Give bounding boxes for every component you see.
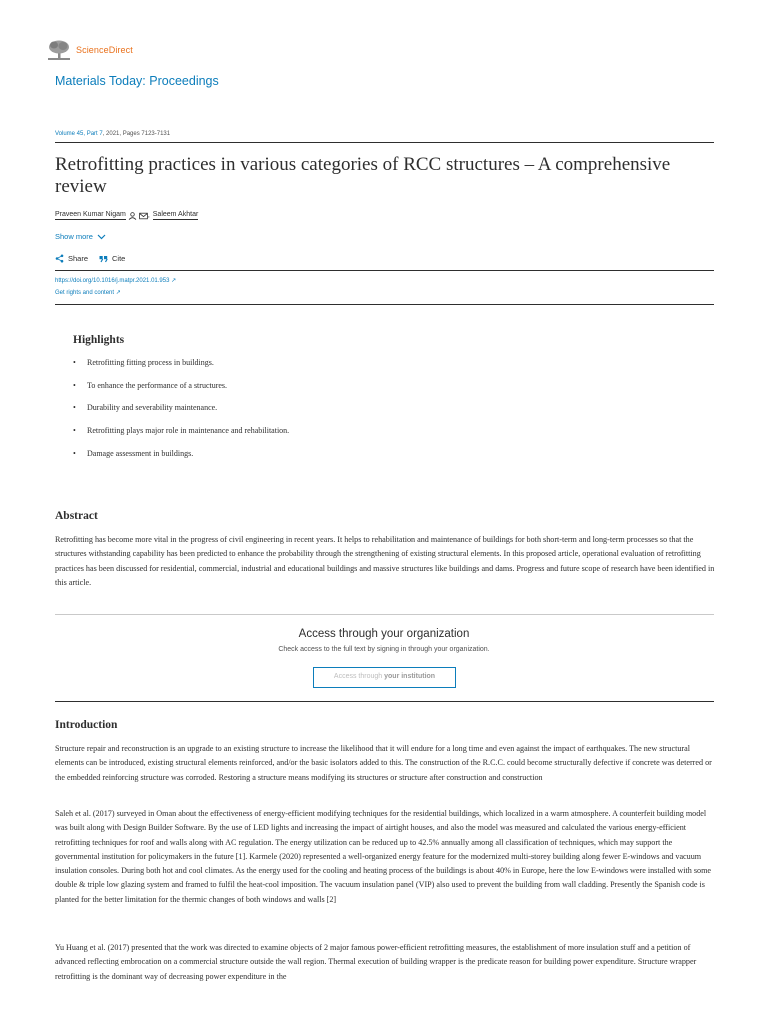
highlights-heading: Highlights: [73, 334, 125, 346]
divider: [55, 304, 714, 305]
bullet: •: [73, 448, 76, 458]
person-icon[interactable]: [128, 212, 137, 220]
introduction-heading: Introduction: [55, 719, 118, 731]
show-more-button[interactable]: [55, 232, 106, 241]
list-item: [73, 426, 289, 449]
author-separator: ,: [147, 212, 150, 219]
divider: [55, 614, 714, 615]
journal-title-link[interactable]: Materials Today: Proceedings: [55, 74, 219, 88]
highlight-text: Retrofitting fitting process in buildings.: [87, 358, 214, 367]
bullet: •: [73, 403, 76, 413]
access-button-bold: your institution: [384, 673, 436, 680]
show-more-label: Show more: [55, 232, 93, 241]
volume-info: [55, 131, 170, 137]
highlights-list: [73, 358, 289, 471]
email-icon[interactable]: [139, 212, 148, 220]
access-subtitle: Check access to the full text by signing in through your organization.: [278, 646, 490, 653]
list-item: [73, 358, 289, 381]
cite-button[interactable]: [99, 254, 125, 263]
article-actions: [55, 254, 136, 263]
share-label: Share: [68, 254, 89, 263]
article-title: Retrofitting practices in various categories of RCC structures – A comprehensive review: [55, 154, 671, 197]
logo-text: ScienceDirect: [76, 45, 133, 55]
highlight-text: Damage assessment in buildings.: [87, 448, 194, 458]
intro-paragraph-1: Structure repair and reconstruction is an upgrade to an existing structure to increase the likelihood that it will endure for a long time and even against the impact of earthquakes. The new structural elements can be introduced, existing structural elements reinforced, and/or the basic isolators added to this. The construction of the R.C.C. could become structurally defective if concrete was deterred or the embedded reinforcing structure was corroded. Restoring a structure means modifying its structures or structure after construction and construction: [55, 744, 712, 782]
chevron-down-icon: [97, 234, 106, 240]
intro-paragraph-2: Saleh et al. (2017) surveyed in Oman about the effectiveness of energy-efficient modifying techniques for the residential buildings, which localized in a warm atmosphere. A counterfeit building model was built along with Design Builder Software. By the use of LED lights and increasing the impact of airtight houses, and also the model was measured and calculated the various energy-efficient retrofitting techniques for roof and walls along with AC regulation. The energy utilization can be reduced up to 42.5% annually among all classification of techniques, which may support the governmental institution for policymakers in the future [1]. Karmele (2020) represented a well-organized energy feature for the modernized multi-storey building along fewer E-windows and vacuum insulation consoles. During both hot and cool climates. As the energy used for the cooling and heating process of the buildings is about 40% in Europe, here the low E-windows were installed with some double & triple low glazing system and framed to fulfil the heat-cool imposition. The vacuum insulation panel (VIP) also used to prevent the building from wall cladding. Presently the Spanish code is planted for the better limitation for the thermic changes of both windows and walls [2]: [55, 809, 712, 904]
doi-text: https://doi.org/10.1016/j.matpr.2021.01.953: [55, 278, 170, 284]
highlight-text: Durability and severability maintenance.: [87, 403, 218, 413]
list-item: [73, 381, 289, 404]
access-heading: Access through your organization: [298, 628, 470, 640]
volume-link[interactable]: Volume 45, Part 7: [55, 131, 103, 137]
quote-icon: [99, 255, 108, 263]
access-button-prefix: Access through: [333, 673, 385, 680]
bullet: •: [73, 426, 76, 436]
divider: [55, 270, 714, 271]
rights-text: Get rights and content: [55, 290, 115, 296]
bullet: •: [73, 358, 76, 367]
share-icon: [55, 254, 64, 263]
divider: [55, 142, 714, 143]
external-link-icon: ↗: [171, 278, 177, 284]
share-button[interactable]: [55, 254, 88, 263]
highlight-text: To enhance the performance of a structures.: [87, 380, 228, 390]
doi-link[interactable]: [55, 277, 176, 284]
abstract-text: Retrofitting has become more vital in the progress of civil engineering in recent years. It helps to rehabilitation and maintenance of buildings for both short-term and long-term processes so that the structures withstanding capability has been predicted to enhance the probability through the strengthening of existing structural elements. In this proposed article, operational evaluation of retrofitting practices has been discussed for residential, commercial, industrial and educational buildings and massive structures like buildings and dams. Progress and future scope of research have been identified in this article.: [55, 535, 715, 587]
intro-paragraph-3: Yu Huang et al. (2017) presented that the work was directed to examine objects of 2 major famous power-efficient retrofitting measures, the establishment of more insulation stuff and a petition of advanced reflecting embrocation on a commercial structure outside the wall region. Thermal execution of building wrapper is the predicate reason for building power expenditure. Structure wrapper retrofitting is the dominant way of decreasing power expenditure in the: [55, 943, 697, 981]
highlight-text: Retrofitting plays major role in maintenance and rehabilitation.: [87, 426, 290, 436]
volume-pages: , 2021, Pages 7123-7131: [102, 131, 171, 137]
list-item: [73, 403, 289, 426]
author-list: [55, 211, 198, 220]
cite-label: Cite: [112, 254, 126, 263]
list-item: [73, 449, 289, 472]
elsevier-tree-icon: [46, 39, 72, 61]
sciencedirect-logo[interactable]: [46, 38, 133, 62]
author-link-2[interactable]: Saleem Akhtar: [152, 211, 199, 218]
divider: [55, 701, 714, 702]
abstract-heading: Abstract: [55, 510, 98, 522]
access-institution-button[interactable]: [313, 667, 456, 688]
external-link-icon: ↗: [115, 290, 121, 296]
author-link-1[interactable]: Praveen Kumar Nigam: [55, 211, 126, 218]
bullet: •: [73, 380, 76, 390]
rights-link[interactable]: [55, 289, 121, 296]
